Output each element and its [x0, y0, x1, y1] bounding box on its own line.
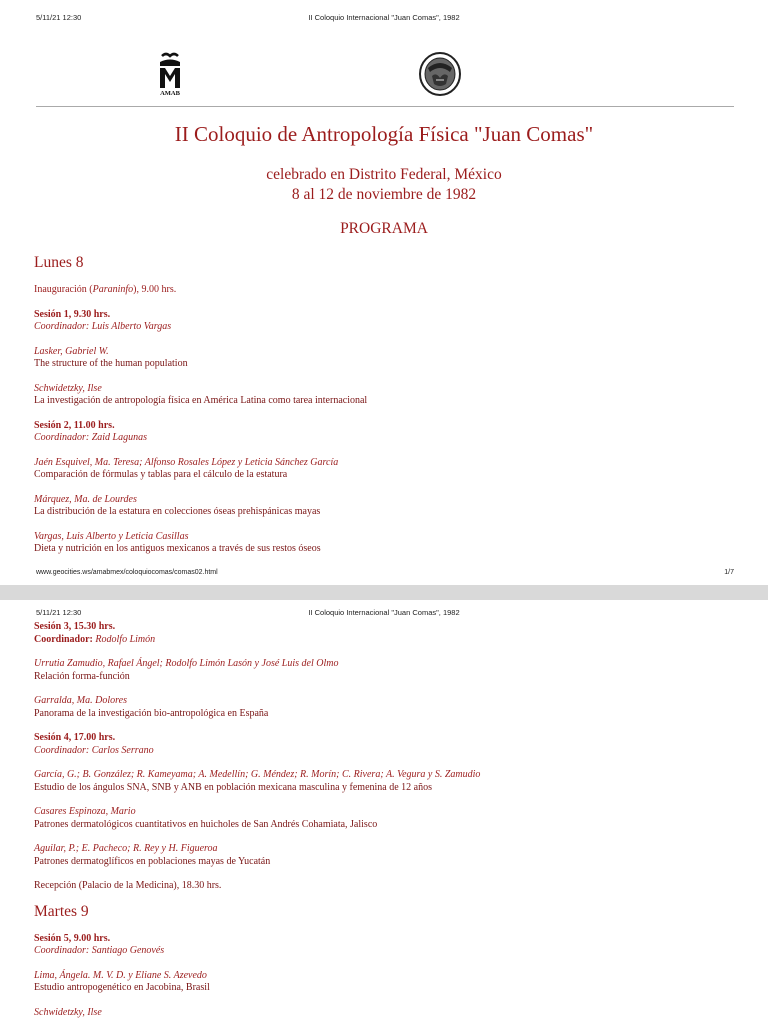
program-continued — [34, 621, 734, 1019]
paper-authors: Garralda, Ma. Dolores — [34, 695, 127, 706]
paper-authors: Márquez, Ma. de Lourdes — [34, 493, 137, 505]
unam-seal-icon — [416, 50, 464, 98]
print-datetime: 5/11/21 12:30 — [36, 608, 82, 617]
paper-title: Relación forma-función — [34, 670, 130, 682]
paper-authors: Casares Espinoza, Mario — [34, 806, 136, 817]
print-page-number: 1/7 — [724, 569, 734, 576]
paper-authors: Lasker, Gabriel W. — [34, 345, 109, 357]
page-2 — [0, 600, 768, 1024]
paper-authors: Aguilar, P.; E. Pacheco; R. Rey y H. Figueroa — [34, 843, 218, 854]
session-title: Sesión 2, 11.00 hrs. — [34, 419, 115, 431]
day-heading: Martes 9 — [34, 902, 89, 920]
paper-authors: Schwidetzky, Ilse — [34, 382, 102, 394]
session-coordinator: Coordinador: Luis Alberto Vargas — [34, 321, 172, 332]
amab-logo-label: AMAB — [160, 90, 180, 97]
paper-authors: Lima, Ángela. M. V. D. y Eliane S. Azevedo — [34, 969, 207, 981]
print-page-title: II Coloquio Internacional "Juan Comas", 1982 — [308, 13, 460, 22]
paper-title: La distribución de la estatura en colecciones óseas prehispánicas mayas — [34, 506, 321, 517]
paper-title: Dieta y nutrición en los antiguos mexicanos a través de sus restos óseos — [34, 543, 321, 554]
paper-title: The structure of the human population — [34, 358, 188, 369]
session-title: Sesión 5, 9.00 hrs. — [34, 932, 111, 944]
amab-logo-icon — [150, 52, 190, 98]
paper-title: Patrones dermatológicos cuantitativos en huicholes de San Andrés Cohamiata, Jalisco — [34, 818, 378, 830]
paper-title: Comparación de fórmulas y tablas para el cálculo de la estatura — [34, 469, 288, 480]
event-dates: 8 al 12 de noviembre de 1982 — [291, 186, 477, 203]
paper-authors: Schwidetzky, Ilse — [34, 1006, 102, 1018]
print-url: www.geocities.ws/amabmex/coloquiocomas/comas02.html — [36, 569, 218, 576]
paper-title: Estudio de los ángulos SNA, SNB y ANB en población mexicana masculina y femenina de 12 años — [34, 781, 432, 793]
inauguration-line: Inauguración (Paraninfo), 9.00 hrs. — [34, 284, 177, 295]
session-coordinator: Coordinador: Santiago Genovés — [34, 945, 165, 956]
paper-title: La investigación de antropología física en América Latina como tarea internacional — [34, 395, 368, 406]
page-break — [0, 585, 768, 600]
paper-authors: Urrutia Zamudio, Rafael Ángel; Rodolfo Limón Lasón y José Luis del Olmo — [34, 658, 339, 669]
event-location: celebrado en Distrito Federal, México — [266, 166, 502, 183]
print-datetime: 5/11/21 12:30 — [36, 13, 82, 22]
session-title: Sesión 4, 17.00 hrs. — [34, 732, 116, 743]
paper-title: Estudio antropogenético en Jacobina, Brasil — [34, 982, 210, 993]
session-title: Sesión 1, 9.30 hrs. — [34, 308, 111, 320]
session-coordinator: Coordinador: Carlos Serrano — [34, 744, 154, 756]
reception-line: Recepción (Palacio de la Medicina), 18.30 hrs. — [34, 880, 222, 891]
paper-title: Panorama de la investigación bio-antropológica en España — [34, 707, 269, 719]
page-title: II Coloquio de Antropología Física "Juan Comas" — [174, 122, 594, 146]
print-page-title: II Coloquio Internacional "Juan Comas", 1982 — [308, 608, 460, 617]
session-title: Sesión 3, 15.30 hrs. — [34, 621, 116, 632]
paper-title: Patrones dermatoglíficos en poblaciones mayas de Yucatán — [34, 855, 271, 867]
paper-authors: Jaén Esquivel, Ma. Teresa; Alfonso Rosales López y Leticia Sánchez García — [34, 456, 339, 468]
day-heading: Lunes 8 — [34, 254, 84, 271]
header-divider — [36, 106, 734, 107]
session-coordinator: Coordinador: Zaid Lagunas — [34, 432, 147, 443]
programa-heading: PROGRAMA — [340, 220, 428, 237]
paper-authors: García, G.; B. González; R. Kameyama; A. Medellín; G. Méndez; R. Morín; C. Rivera; A. Vegura y S. Zamudio — [34, 769, 481, 780]
session-coordinator: Coordinador: Rodolfo Limón — [34, 633, 156, 645]
program-day-1 — [34, 254, 734, 556]
paper-authors: Vargas, Luis Alberto y Leticia Casillas — [34, 530, 189, 542]
